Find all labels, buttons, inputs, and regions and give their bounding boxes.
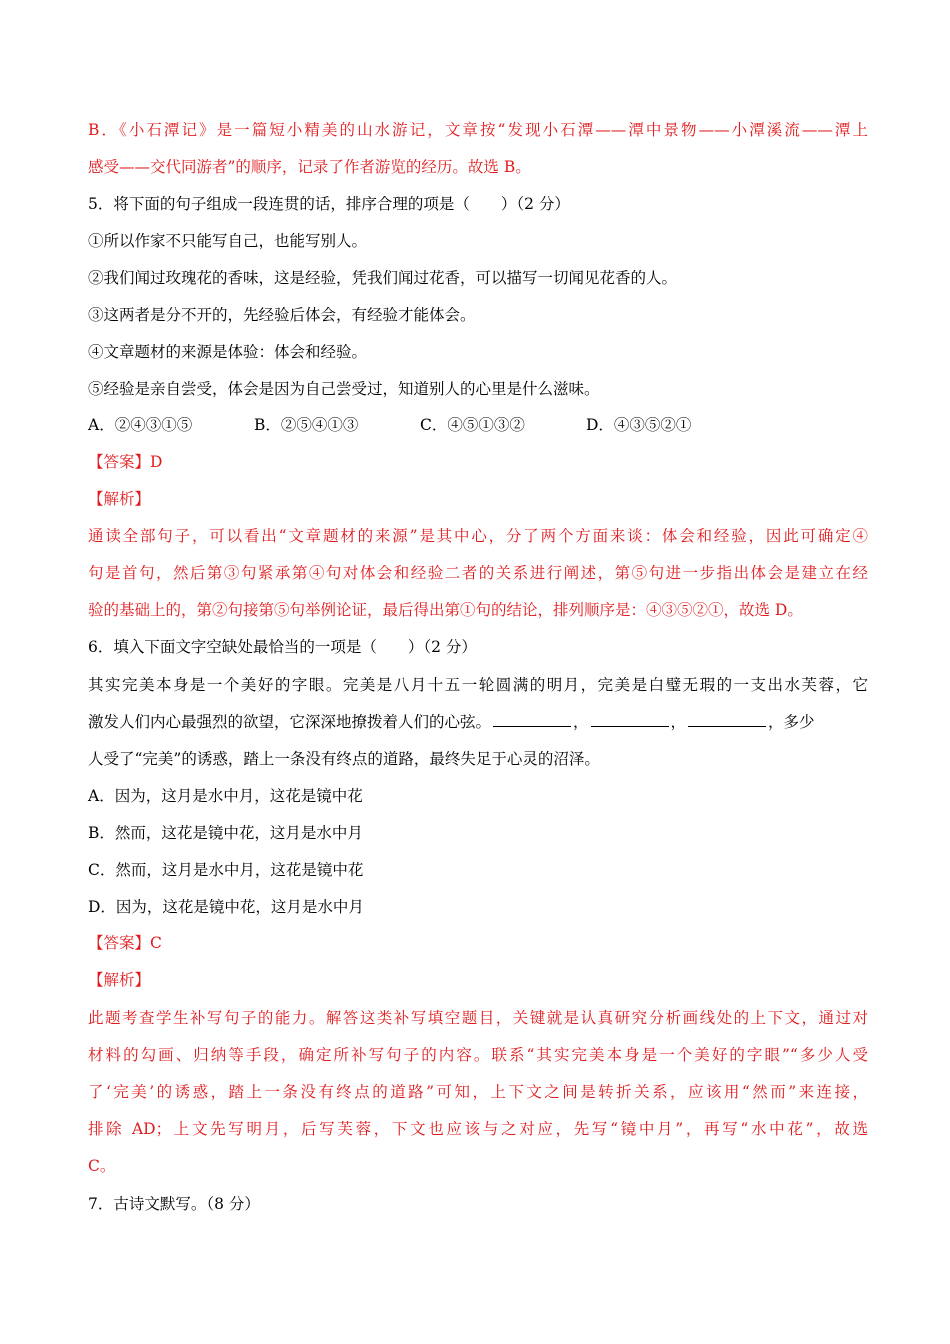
- q6-blank-3: [688, 712, 766, 727]
- q6-separator-1: ，: [573, 713, 589, 731]
- q5-option-c: C．④⑤①③②: [420, 416, 525, 434]
- q6-separator-2: ，: [670, 713, 687, 731]
- q6-answer-value: C: [150, 934, 162, 952]
- q6-passage-line-1: 其实完美本身是一个美好的字眼。完美是八月十五一轮圆满的明月，完美是白璧无瑕的一支出水芙蓉，它: [88, 676, 868, 694]
- q6-blank-1: [493, 712, 571, 727]
- q5-answer: [88, 451, 868, 473]
- q6-blank-2: [591, 712, 669, 727]
- q6-option-d: D．因为，这花是镜中花，这月是水中月: [88, 898, 364, 916]
- q6-option-a: A．因为，这月是水中月，这花是镜中花: [88, 787, 363, 805]
- q5-sentence-1: ①所以作家不只能写自己，也能写别人。: [88, 232, 368, 250]
- q5-option-a: A．②④③①⑤: [88, 416, 193, 434]
- q5-analysis-line-2: 句是首句，然后第③句紧承第④句对体会和经验二者的关系进行阐述，第⑤句进一步指出体会是建立在经: [88, 564, 868, 582]
- q5-sentence-3: ③这两者是分不开的，先经验后体会，有经验才能体会。: [88, 306, 476, 324]
- q5-stem: 5．将下面的句子组成一段连贯的话，排序合理的项是（ ）（2 分）: [88, 195, 570, 213]
- q5-sentence-4: ④文章题材的来源是体验：体会和经验。: [88, 343, 368, 361]
- q6-option-b: B．然而，这花是镜中花，这月是水中月: [88, 824, 363, 842]
- q6-answer-label: 【答案】: [88, 934, 151, 952]
- q6-analysis-line-5: C。: [88, 1157, 116, 1175]
- q5-sentence-5: ⑤经验是亲自尝受，体会是因为自己尝受过，知道别人的心里是什么滋味。: [88, 380, 600, 398]
- q4-explanation-line-2: 感受——交代同游者”的顺序，记录了作者游览的经历。故选 B。: [88, 158, 531, 176]
- q6-passage-line-2: [88, 711, 868, 733]
- q6-analysis-line-4: 排除 AD；上文先写明月，后写芙蓉，下文也应该与之对应，先写“镜中月”，再写“水中花”，故选: [88, 1120, 868, 1138]
- q5-analysis-line-1: 通读全部句子，可以看出“文章题材的来源”是其中心，分了两个方面来谈：体会和经验，因此可确定④: [88, 527, 868, 545]
- q7-stem: 7．古诗文默写。（8 分）: [88, 1195, 260, 1213]
- q4-explanation-line-1: B．《小石潭记》是一篇短小精美的山水游记，文章按“发现小石潭——潭中景物——小潭溪流——潭上: [88, 121, 868, 139]
- q6-passage-line-3: 人受了“完美”的诱惑，踏上一条没有终点的道路，最终失足于心灵的沼泽。: [88, 750, 600, 768]
- q5-sentence-2: ②我们闻过玫瑰花的香味，这是经验，凭我们闻过花香，可以描写一切闻见花香的人。: [88, 269, 678, 287]
- q6-analysis-line-3: 了‘完美’的诱惑，踏上一条没有终点的道路”可知，上下文之间是转折关系，应该用“然而”来连接，: [88, 1083, 868, 1101]
- q6-analysis-line-1: 此题考查学生补写句子的能力。解答这类补写填空题目，关键就是认真研究分析画线处的上下文，通过对: [88, 1009, 868, 1027]
- q5-analysis-label: 【解析】: [88, 490, 151, 508]
- q6-answer: [88, 932, 868, 954]
- q5-option-b: B．②⑤④①③: [254, 416, 359, 434]
- q6-stem: 6．填入下面文字空缺处最恰当的一项是（ ）（2 分）: [88, 638, 477, 656]
- q5-answer-label: 【答案】: [88, 453, 151, 471]
- q5-options: [88, 414, 868, 436]
- q6-passage-line-2-text: 激发人们内心最强烈的欲望，它深深地撩拨着人们的心弦。: [88, 713, 492, 731]
- q6-analysis-label: 【解析】: [88, 971, 151, 989]
- q5-analysis-line-3: 验的基础上的，第②句接第⑤句举例论证，最后得出第①句的结论，排列顺序是：④③⑤②①，故选 D。: [88, 601, 803, 619]
- q5-answer-value: D: [150, 453, 163, 471]
- q6-passage-line-2-tail: ，多少: [768, 713, 815, 731]
- q6-option-c: C．然而，这月是水中月，这花是镜中花: [88, 861, 364, 879]
- q5-option-d: D．④③⑤②①: [586, 416, 692, 434]
- q6-analysis-line-2: 材料的勾画、归纳等手段，确定所补写句子的内容。联系“其实完美本身是一个美好的字眼”“多少人受: [88, 1046, 868, 1064]
